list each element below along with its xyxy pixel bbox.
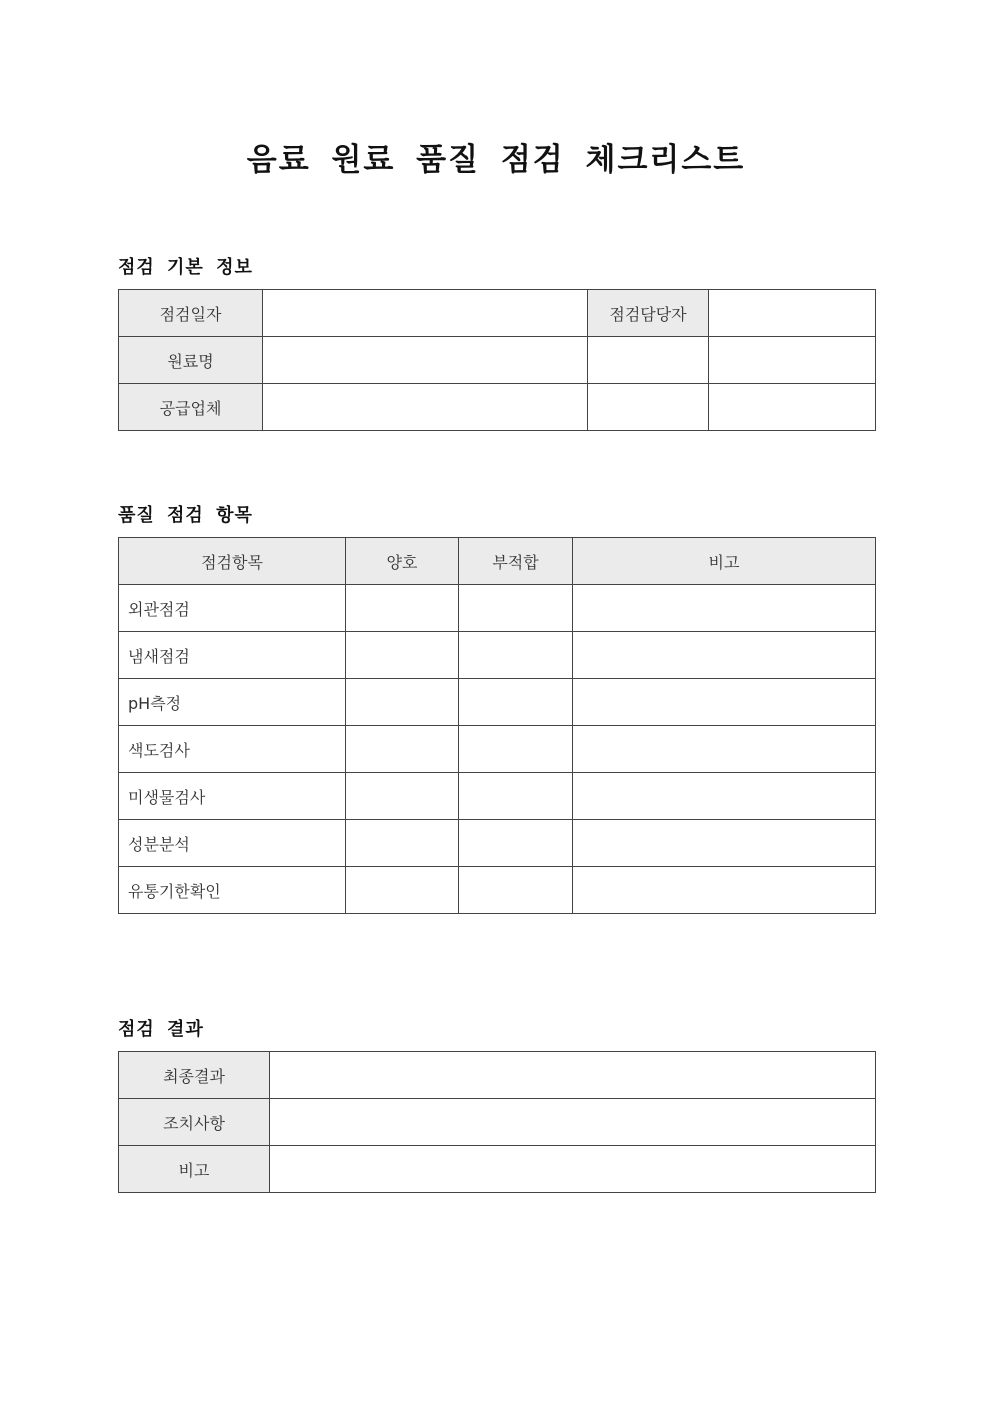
check-item-label: 냄새점검 <box>119 632 346 679</box>
bad-check-cell[interactable] <box>459 820 573 867</box>
note-cell[interactable] <box>573 867 876 914</box>
inspector-field[interactable] <box>709 290 876 337</box>
good-check-cell[interactable] <box>346 867 459 914</box>
result-row <box>119 1099 876 1146</box>
table-row <box>119 679 876 726</box>
bad-check-cell[interactable] <box>459 726 573 773</box>
good-check-cell[interactable] <box>346 679 459 726</box>
result-table <box>118 1051 876 1193</box>
final-result-label: 최종결과 <box>119 1052 270 1099</box>
remarks-field[interactable] <box>270 1146 876 1193</box>
check-item-label: 외관점검 <box>119 585 346 632</box>
quality-check-heading: 품질 점검 항목 <box>118 505 253 526</box>
material-name-field[interactable] <box>263 337 588 384</box>
basic-info-row <box>119 384 876 431</box>
result-row <box>119 1146 876 1193</box>
blank-cell[interactable] <box>709 384 876 431</box>
blank-cell[interactable] <box>588 337 709 384</box>
good-check-cell[interactable] <box>346 632 459 679</box>
good-check-cell[interactable] <box>346 585 459 632</box>
document-title: 음료 원료 품질 점검 체크리스트 <box>246 142 746 178</box>
table-row <box>119 867 876 914</box>
check-item-label: 색도검사 <box>119 726 346 773</box>
note-cell[interactable] <box>573 726 876 773</box>
table-header-row <box>119 538 876 585</box>
blank-cell[interactable] <box>588 384 709 431</box>
bad-check-cell[interactable] <box>459 632 573 679</box>
inspection-date-label: 점검일자 <box>119 290 263 337</box>
good-check-cell[interactable] <box>346 726 459 773</box>
good-check-cell[interactable] <box>346 820 459 867</box>
basic-info-heading: 점검 기본 정보 <box>118 257 253 278</box>
note-cell[interactable] <box>573 820 876 867</box>
table-row <box>119 585 876 632</box>
final-result-field[interactable] <box>270 1052 876 1099</box>
supplier-field[interactable] <box>263 384 588 431</box>
check-item-label: 유통기한확인 <box>119 867 346 914</box>
bad-check-cell[interactable] <box>459 679 573 726</box>
basic-info-table <box>118 289 876 431</box>
table-row <box>119 773 876 820</box>
table-row <box>119 820 876 867</box>
column-header-bad: 부적합 <box>459 538 573 585</box>
note-cell[interactable] <box>573 773 876 820</box>
remarks-label: 비고 <box>119 1146 270 1193</box>
basic-info-row <box>119 290 876 337</box>
supplier-label: 공급업체 <box>119 384 263 431</box>
result-heading: 점검 결과 <box>118 1019 204 1040</box>
action-taken-field[interactable] <box>270 1099 876 1146</box>
table-row <box>119 632 876 679</box>
quality-check-table <box>118 537 876 914</box>
column-header-good: 양호 <box>346 538 459 585</box>
check-item-label: 성분분석 <box>119 820 346 867</box>
inspection-date-field[interactable] <box>263 290 588 337</box>
table-row <box>119 726 876 773</box>
note-cell[interactable] <box>573 632 876 679</box>
material-name-label: 원료명 <box>119 337 263 384</box>
check-item-label: 미생물검사 <box>119 773 346 820</box>
note-cell[interactable] <box>573 585 876 632</box>
basic-info-row <box>119 337 876 384</box>
blank-cell[interactable] <box>709 337 876 384</box>
result-row <box>119 1052 876 1099</box>
check-item-label: pH측정 <box>119 679 346 726</box>
column-header-item: 점검항목 <box>119 538 346 585</box>
bad-check-cell[interactable] <box>459 867 573 914</box>
column-header-note: 비고 <box>573 538 876 585</box>
good-check-cell[interactable] <box>346 773 459 820</box>
note-cell[interactable] <box>573 679 876 726</box>
bad-check-cell[interactable] <box>459 773 573 820</box>
bad-check-cell[interactable] <box>459 585 573 632</box>
inspector-label: 점검담당자 <box>588 290 709 337</box>
action-taken-label: 조치사항 <box>119 1099 270 1146</box>
